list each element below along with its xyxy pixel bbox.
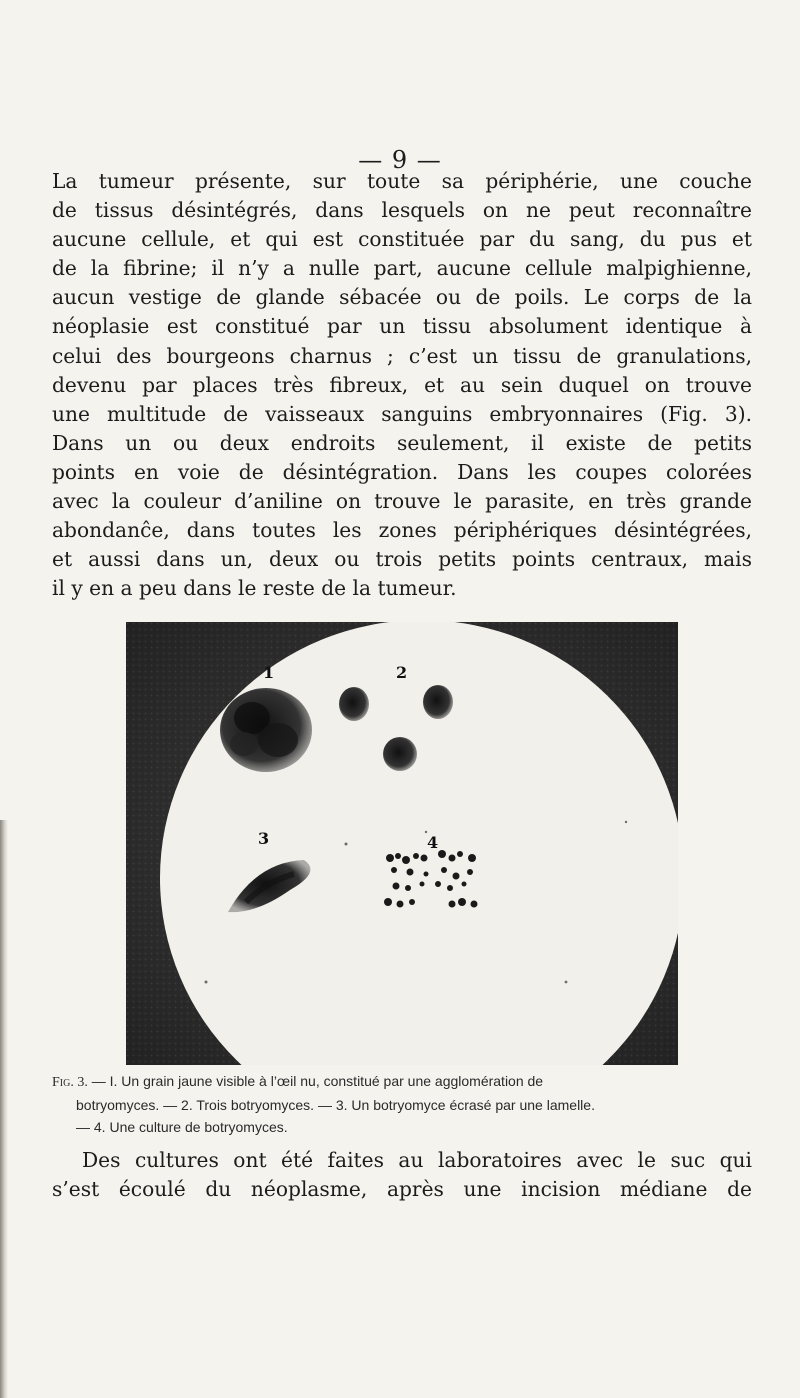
figure-label-4: 4 [427,833,439,852]
text-line: abondanĉe, dans toutes les zones périphériques désintégrées, [52,518,752,543]
text-line: avec la couleur d’aniline on trouve le parasite, en très grande [52,489,752,514]
text-line: points en voie de désintégration. Dans les coupes colorées [52,459,752,484]
text-line: Dans un ou deux endroits seulement, il existe de petits [52,430,752,455]
text-line: de la fibrine; il n’y a nulle part, aucune cellule malpighienne, [52,256,752,281]
text-line: devenu par places très fibreux, et au sein duquel on trouve [52,372,752,397]
text-line: néoplasie est constitué par un tissu absolument identique à [52,314,752,339]
figure-label-3: 3 [258,829,270,848]
text-line: aucune cellule, et qui est constituée par du sang, du pus et [52,227,752,252]
paragraph-2 [52,1146,752,1204]
text-line: s’est écoulé du néoplasme, après une incision médiane de [52,1177,752,1202]
text-line: aucun vestige de glande sébacée ou de poils. Le corps de la [52,285,752,310]
caption-line: botryomyces. — 2. Trois botryomyces. — 3. Un botryomyce écrasé par une lamelle. [76,1097,595,1113]
text-line: celui des bourgeons charnus ; c’est un tissu de granulations, [52,343,752,368]
text-line: et aussi dans un, deux ou trois petits points centraux, mais [52,547,752,572]
text-line: Des cultures ont été faites au laboratoires avec le suc qui [82,1148,752,1172]
figure-label-1: 1 [263,663,275,682]
caption-line [52,1070,752,1094]
text-line: de tissus désintégrés, dans lesquels on ne peut reconnaître [52,198,752,223]
specimen-1-aggregate [220,688,312,772]
page-number: — 9 — [358,146,442,174]
micrograph-illustration [126,622,678,1065]
figure-micrograph [126,622,678,1065]
text-line: il y en a peu dans le reste de la tumeur. [52,576,457,601]
caption-line: — 4. Une culture de botryomyces. [76,1119,288,1135]
figure-caption [52,1070,752,1138]
text-line: une multitude de vaisseaux sanguins embryonnaires (Fig. 3). [52,401,752,426]
text-line: La tumeur présente, sur toute sa périphérie, une couche [52,169,752,193]
caption-text: — I. Un grain jaune visible à l’œil nu, constitué par une agglomération de [87,1073,544,1089]
paragraph-1 [52,167,752,603]
figure-label-2: 2 [396,663,408,682]
figure-number: Fig. 3. [52,1075,88,1090]
page-edge-shadow [0,820,8,1398]
